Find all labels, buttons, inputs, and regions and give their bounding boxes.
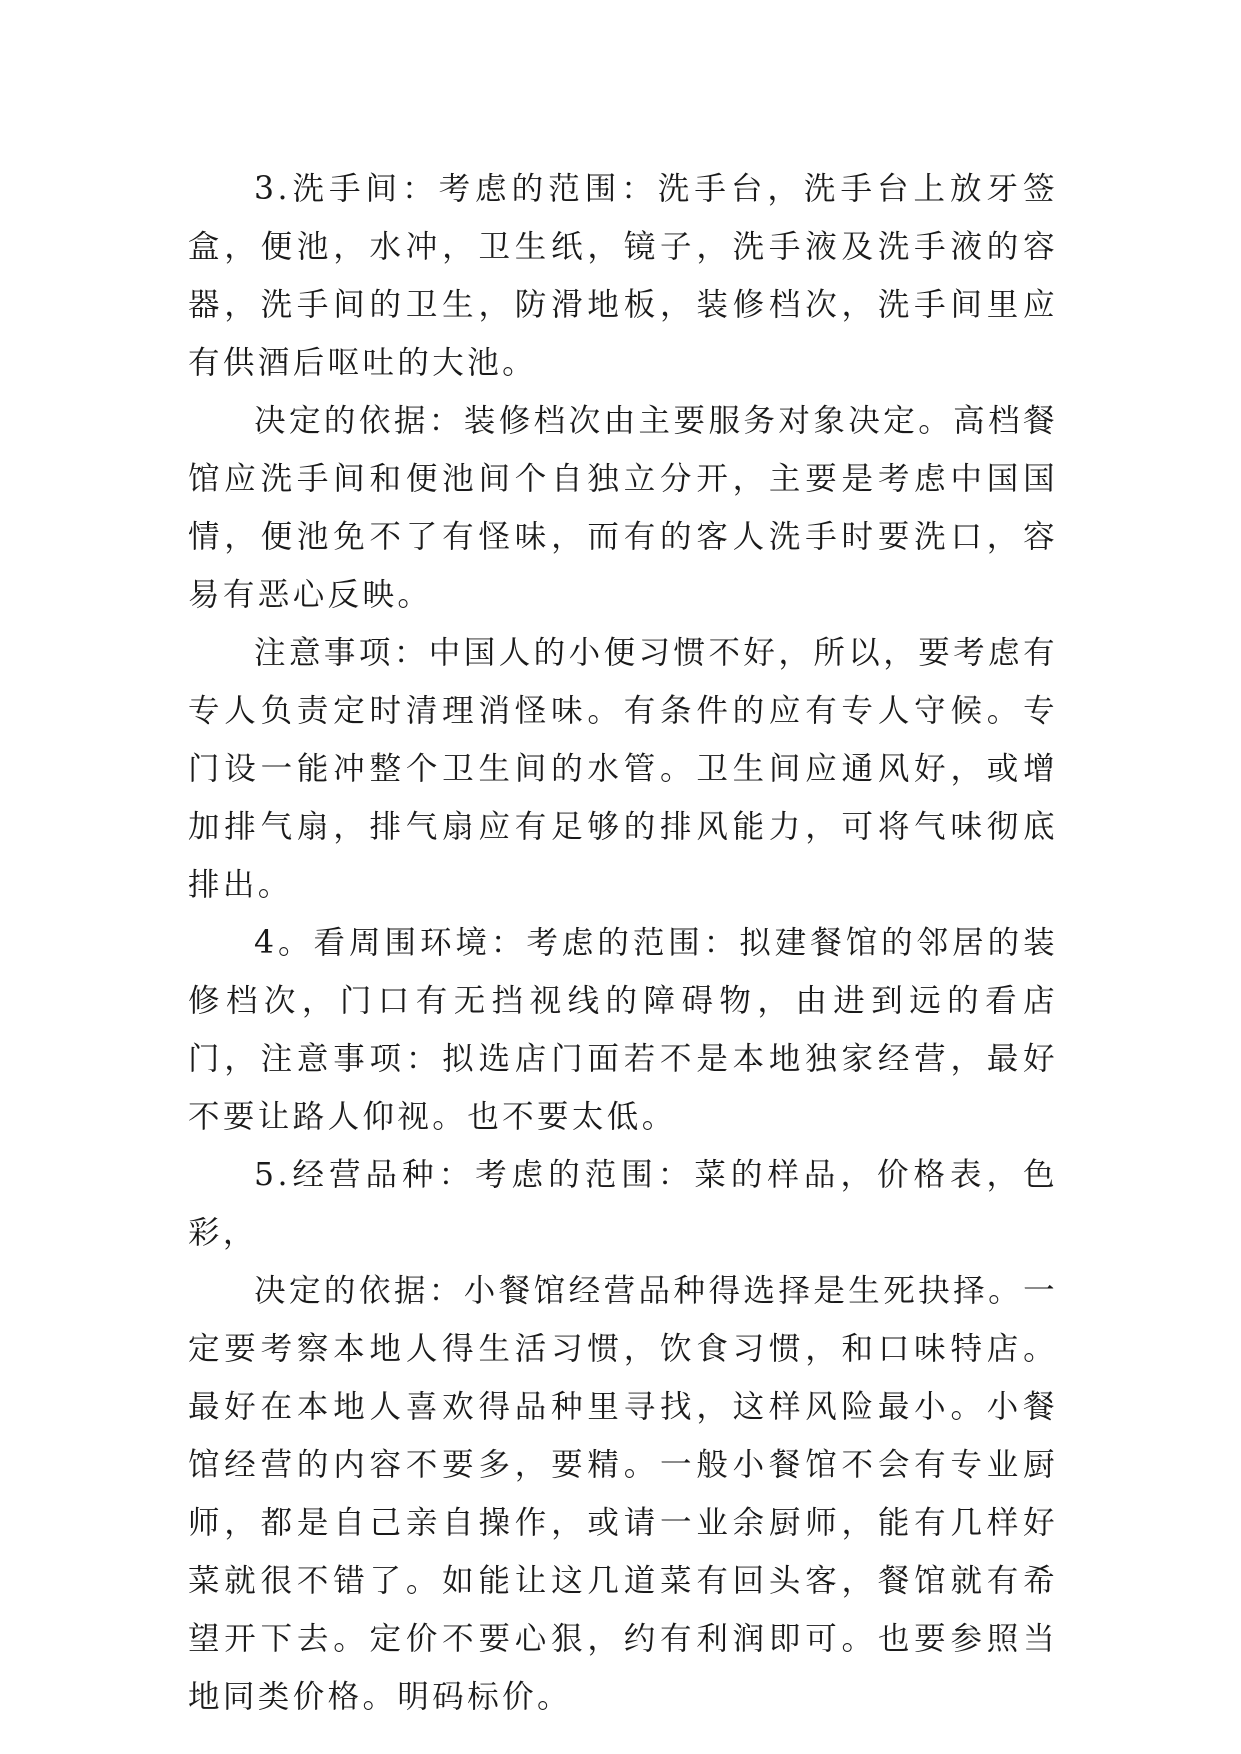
paragraph-notes: 注意事项：中国人的小便习惯不好，所以，要考虑有专人负责定时清理消怪味。有条件的应有专人守候。专门设一能冲整个卫生间的水管。卫生间应通风好，或增加排气扇，排气扇应有足够的排风能力，可将气味彻底排出。 xyxy=(188,635,1058,903)
paragraph-decision-basis: 决定的依据：装修档次由主要服务对象决定。高档餐馆应洗手间和便池间个自独立分开，主要是考虑中国国情，便池免不了有怪味，而有的客人洗手时要洗口，容易有恶心反映。 xyxy=(188,403,1058,613)
paragraph-menu-decision: 决定的依据：小餐馆经营品种得选择是生死抉择。一定要考察本地人得生活习惯，饮食习惯，和口味特店。最好在本地人喜欢得品种里寻找，这样风险最小。小餐馆经营的内容不要多，要精。一般小餐馆不会有专业厨师，都是自己亲自操作，或请一业余厨师，能有几样好菜就很不错了。如能让这几道菜有回头客，餐馆就有希望开下去。定价不要心狠，约有利润即可。也要参照当地同类价格。明码标价。 xyxy=(188,1273,1058,1715)
paragraph-surroundings: 4。看周围环境：考虑的范围：拟建餐馆的邻居的装修档次，门口有无挡视线的障碍物，由进到远的看店门，注意事项：拟选店门面若不是本地独家经营，最好不要让路人仰视。也不要太低。 xyxy=(188,925,1058,1135)
paragraph-menu-items: 5.经营品种：考虑的范围：菜的样品，价格表，色彩， xyxy=(188,1157,1058,1251)
document-body xyxy=(188,160,1058,1726)
paragraph-restroom: 3.洗手间：考虑的范围：洗手台，洗手台上放牙签盒，便池，水冲，卫生纸，镜子，洗手液及洗手液的容器，洗手间的卫生，防滑地板，装修档次，洗手间里应有供酒后呕吐的大池。 xyxy=(188,171,1058,381)
